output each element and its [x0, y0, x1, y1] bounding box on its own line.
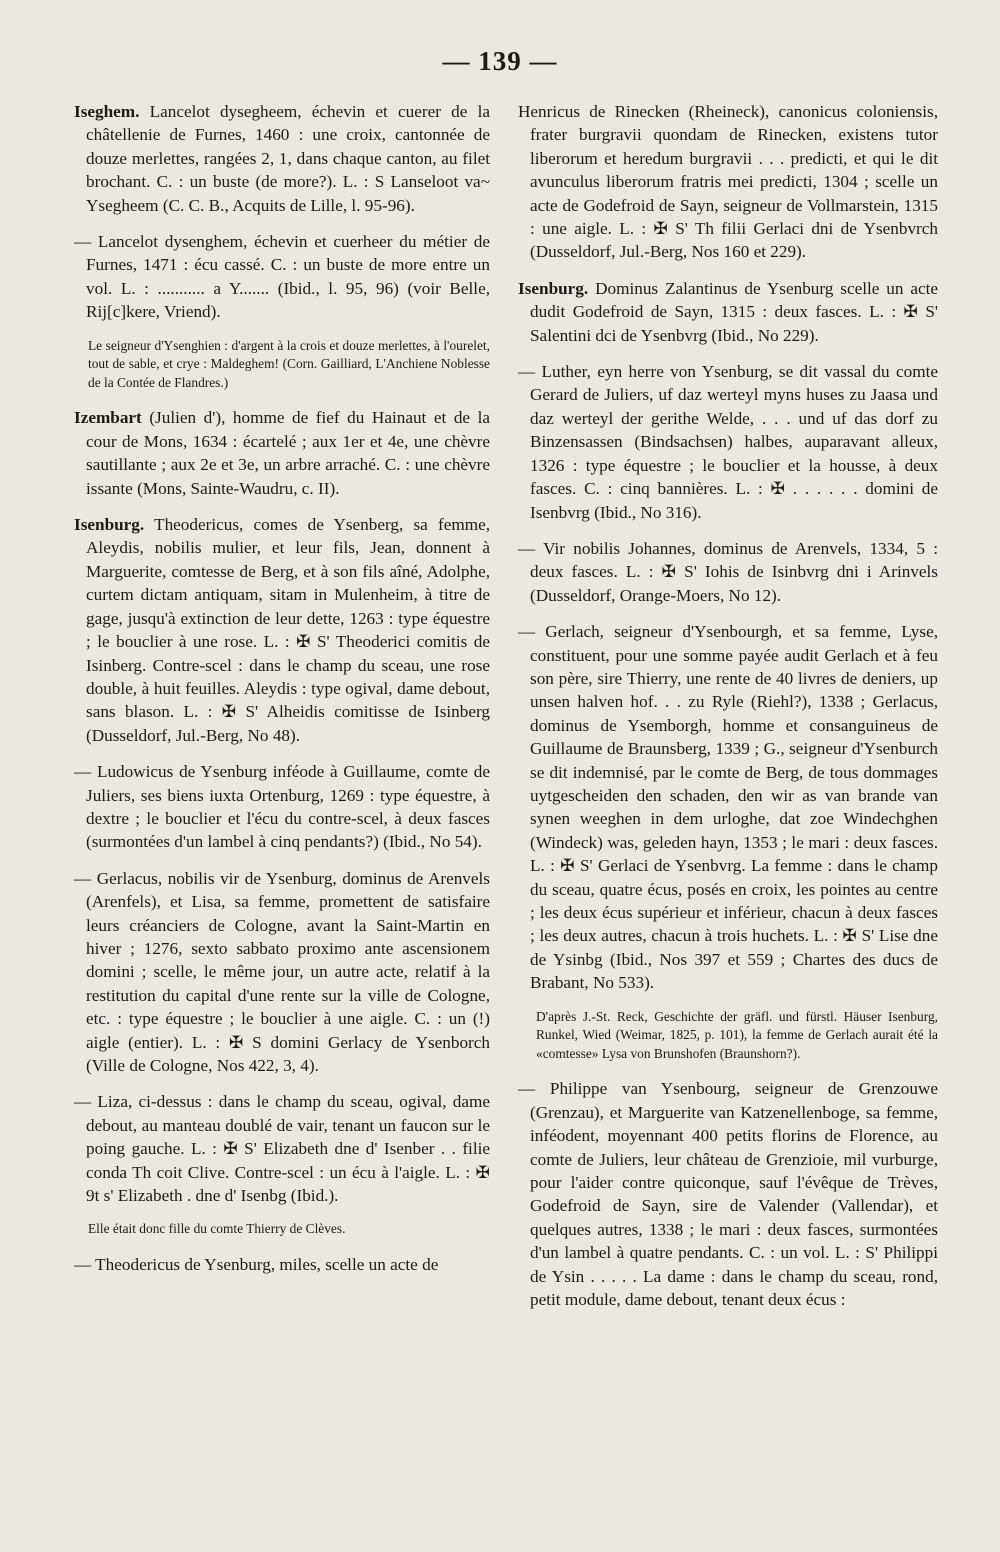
entry-text: Henricus de Rinecken (Rheineck), canonicus coloniensis, frater burgravii quondam de Rinecken, existens tutor liberorum et heredum burgravii . . . predicti, et qui le dit avunculus liberorum fratris mei predicti, 1304 ; scelle un acte de Godefroid de Sayn, seigneur de Vollmarstein, 1315 : une aigle. L. : ✠ S' Th filii Gerlaci dni de Ysenbvrch (Dusseldorf, Jul.-Berg, Nos 160 et 229). — [518, 102, 938, 262]
entry-lancelot-1471 — [74, 230, 490, 324]
entry-head: Izembart — [74, 408, 142, 428]
entry-text: — Ludowicus de Ysenburg inféode à Guillaume, comte de Juliers, ses biens iuxta Ortenburg, 1269 : type équestre, à dextre ; le bouclier et l'écu du contre-scel, à deux fasces (surmontées d'un lambel à cinq pendants?) (Ibid., No 54). — [74, 762, 490, 852]
entry-text: — Philippe van Ysenbourg, seigneur de Grenzouwe (Grenzau), et Marguerite van Katzenellenboge, sa femme, inféodent, moyennant 400 petits florins de Florence, au comte de Juliers, leur château de Grenzioie, mil vurburge, pour l'aider contre quiconque, sauf l'évêque de Trèves, Godefroid de Sayn, sire de Valender (Vallendar), et quelques autres, 1338 ; le mari : deux fasces, surmontées d'un lambel à quatre pendants. C. : un vol. L. : S' Philippi de Ysin . . . . . La dame : dans le champ du sceau, rond, petit module, dame debout, tenant deux écus : — [518, 1079, 938, 1310]
entry-text: Lancelot dysegheem, échevin et cuerer de la châtellenie de Furnes, 1460 : une croix, cantonnée de douze merlettes, rangées 2, 1, dans chaque canton, au filet brochant. C. : un buste (de more?). L. : S Lanseloot va~ Ysegheem (C. C. B., Acquits de Lille, l. 95-96). — [86, 102, 490, 215]
entry-luther — [518, 360, 938, 524]
entry-philippe — [518, 1077, 938, 1311]
footnote-reck: D'après J.-St. Reck, Geschichte der gräfl. und fürstl. Häuser Isenburg, Runkel, Wied (Weimar, 1825, p. 101), la femme de Gerlach aurait été la «comtesse» Lysa von Brunshofen (Braunshorn?). — [536, 1008, 938, 1061]
entry-gerlacus — [74, 867, 490, 1078]
entry-henricus — [518, 100, 938, 264]
entry-iseghem — [74, 100, 490, 217]
entry-head: Isenburg. — [518, 278, 589, 298]
entry-text: (Julien d'), homme de fief du Hainaut et de la cour de Mons, 1634 : écartelé ; aux 1er et 4e, une chèvre sautillante ; aux 2e et 3e, un arbre arraché. C. : une chèvre issante (Mons, Sainte-Waudru, c. II). — [86, 408, 490, 498]
entry-text: — Gerlacus, nobilis vir de Ysenburg, dominus de Arenvels (Arenfels), et Lisa, sa femme, promettent de satisfaire leurs créanciers de Cologne, avant la Saint-Martin en hiver ; 1276, sexto sabbato proximo ante ascensionem domini ; scelle, le même jour, un autre acte, relatif à la restitution du capital d'une rente sur la ville de Cologne, etc. : type équestre ; le bouclier à une aigle. C. : un (!) aigle (entier). L. : ✠ S domini Gerlacy de Ysenborch (Ville de Cologne, Nos 422, 3, 4). — [74, 868, 490, 1075]
entry-johannes — [518, 537, 938, 607]
entry-head: Iseghem. — [74, 102, 140, 121]
left-column — [74, 100, 490, 1289]
entry-text: Dominus Zalantinus de Ysenburg scelle un acte dudit Godefroid de Sayn, 1315 : deux fasces. L. : ✠ S' Salentini dci de Ysenbvrg (Ibid., No 229). — [530, 278, 938, 345]
right-column — [518, 100, 938, 1324]
entry-text: — Liza, ci-dessus : dans le champ du sceau, ogival, dame debout, au manteau doublé de vair, tenant un faucon sur le poing gauche. L. : ✠ S' Elizabeth dne d' Isenber . . filie conda Th coit Clive. Contre-scel : un écu à l'aigle. L. : ✠ 9t s' Elizabeth . dne d' Isenbg (Ibid.). — [74, 1092, 490, 1206]
entry-isenburg-theodericus — [74, 513, 490, 747]
entry-head: Isenburg. — [74, 515, 145, 535]
footnote-ysenghien: Le seigneur d'Ysenghien : d'argent à la crois et douze merlettes, à l'ourelet, tout de sable, et crye : Maldeghem! (Corn. Gailliard, L'Anchiene Noblesse de la Contée de Flandres.) — [88, 337, 490, 390]
entry-theodericus-miles — [74, 1253, 490, 1276]
entry-text: — Vir nobilis Johannes, dominus de Arenvels, 1334, 5 : deux fasces. L. : ✠ S' Iohis de Isinbvrg dni i Arinvels (Dusseldorf, Orange-Moers, No 12). — [518, 538, 938, 605]
entry-text: — Theodericus de Ysenburg, miles, scelle un acte de — [74, 1255, 439, 1275]
entry-ludowicus — [74, 760, 490, 854]
footnote-cleves: Elle était donc fille du comte Thierry de Clèves. — [88, 1221, 346, 1237]
entry-text: — Lancelot dysenghem, échevin et cuerheer du métier de Furnes, 1471 : écu cassé. C. : un buste de more entre un vol. L. : ........... a Y....... (Ibid., l. 95, 96) (voir Belle, Rij[c]kere, Vriend). — [74, 232, 490, 322]
page-number: — 139 — — [442, 46, 558, 76]
entry-gerlach — [518, 620, 938, 995]
entry-text: Theodericus, comes de Ysenberg, sa femme, Aleydis, nobilis mulier, et leur fils, Jean, donnent à Marguerite, comtesse de Berg, et à son fils aîné, Adolphe, curtem dictam antiquam, sitam in Mulenheim, à titre de gage, jusqu'à extinction de leur dette, 1263 : type équestre ; le bouclier à une rose. L. : ✠ S' Theoderici comitis de Isinberg. Contre-scel : dans le champ du sceau, une rose double, à huit feuilles. Aleydis : type ogival, dame debout, sans blason. L. : ✠ S' Alheidis comitisse de Isinberg (Dusseldorf, Jul.-Berg, No 48). — [86, 515, 490, 745]
entry-isenburg-zalantinus — [518, 277, 938, 347]
entry-text: — Gerlach, seigneur d'Ysenbourgh, et sa femme, Lyse, constituent, pour une somme payée audit Gerlach et à feu son père, sire Thierry, une rente de 40 livres de deniers, up unsen halven hof. . . zu Ryle (Riehl?), 1338 ; Gerlacus, dominus de Ysemborgh, homme et consanguineus de Guillaume de Braunsberg, 1339 ; G., seigneur d'Ysenburch se dit indemnisé, par le comte de Berg, de tous dommages uytgescheiden den schaden, den wir as van brande van synen weeghen in dem urloghe, dat zoe Windechghen (Windeck) was, geleden hayn, 1353 ; le mari : deux fasces. L. : ✠ S' Gerlaci de Ysenbvrg. La femme : dans le champ du sceau, quatre écus, posés en croix, les pointes au centre ; les deux écus supérieur et inférieur, chacun à deux fasces ; les deux autres, chacun à trois huchets. L. : ✠ S' Lise dne de Ysinbg (Ibid., Nos 397 et 559 ; Chartes des ducs de Brabant, No 533). — [518, 622, 938, 993]
entry-izembart — [74, 406, 490, 500]
entry-text: — Luther, eyn herre von Ysenburg, se dit vassal du comte Gerard de Juliers, uf daz werteyl myns huses zu Jaasa und daz werteyl der gerithe Welde, . . . und uf das dorf zu Binzensassen (Bindsachsen) halbes, auparavant alleux, 1326 : type équestre ; le bouclier et la housse, à deux fasces. C. : cinq bannières. L. : ✠ . . . . . . domini de Isenbvrg (Ibid., No 316). — [518, 362, 938, 522]
entry-liza — [74, 1090, 490, 1207]
